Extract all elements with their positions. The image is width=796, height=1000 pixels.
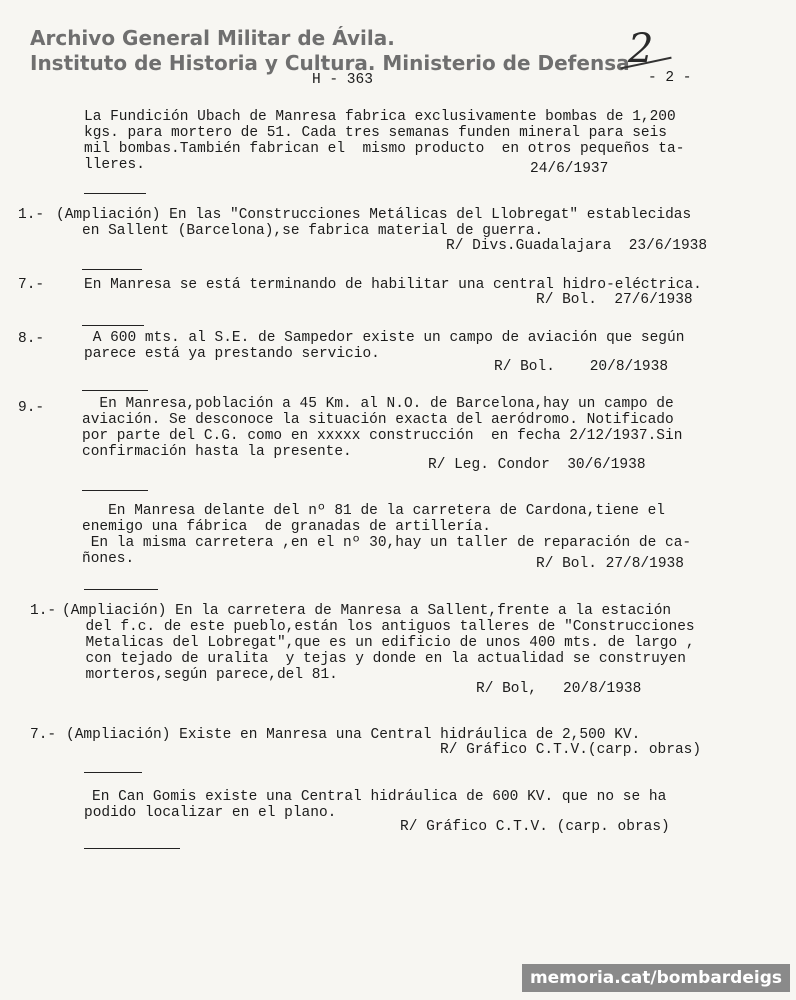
section-divider: [84, 193, 146, 194]
entry-line: aviación. Se desconoce la situación exacta del aeródromo. Notificado: [82, 412, 674, 428]
entry-line: En Manresa delante del nº 81 de la carretera de Cardona,tiene el: [82, 503, 665, 519]
entry-line: enemigo una fábrica de granadas de artillería.: [82, 519, 491, 535]
entry-source: R/ Bol. 20/8/1938: [494, 359, 669, 375]
entry-number: 9.-: [18, 400, 45, 416]
entry-line: con tejado de uralita y tejas y donde en la actualidad se construyen: [42, 651, 686, 667]
entry-source: R/ Gráfico C.T.V. (carp. obras): [400, 819, 670, 835]
section-divider: [82, 269, 142, 270]
entry-line: confirmación hasta la presente.: [82, 444, 352, 460]
entry-number: 1.-: [30, 603, 57, 619]
entry-line: En Can Gomis existe una Central hidráulica de 600 KV. que no se ha: [92, 789, 667, 805]
entry-line: parece está ya prestando servicio.: [84, 346, 380, 362]
entry-source: R/ Divs.Guadalajara 23/6/1938: [446, 238, 708, 254]
entry-source: 24/6/1937: [530, 161, 609, 177]
section-divider: [82, 390, 148, 391]
document-reference: H - 363: [312, 72, 373, 88]
entry-line: (Ampliación) En la carretera de Manresa a Sallent,frente a la estación: [62, 603, 672, 619]
handwritten-page-number: 2: [628, 26, 654, 72]
section-divider: [84, 772, 142, 773]
entry-line: En Manresa,población a 45 Km. al N.O. de Barcelona,hay un campo de: [82, 396, 674, 412]
entry-line: del f.c. de este pueblo,están los antiguos talleres de "Construcciones: [42, 619, 695, 635]
entry-line: En Manresa se está terminando de habilitar una central hidro-eléctrica.: [84, 277, 702, 293]
entry-number: 7.-: [18, 277, 45, 293]
entry-source: R/ Bol, 20/8/1938: [476, 681, 642, 697]
archive-watermark: [30, 26, 630, 76]
entry-line: podido localizar en el plano.: [84, 805, 337, 821]
entry-line: morteros,según parece,del 81.: [42, 667, 338, 683]
watermark-line-2: Instituto de Historia y Cultura. Ministerio de Defensa: [30, 51, 630, 75]
watermark-line-1: Archivo General Militar de Ávila.: [30, 26, 395, 50]
page-number: - 2 -: [648, 70, 692, 86]
entry-number: 1.-: [18, 207, 45, 223]
entry-line: La Fundición Ubach de Manresa fabrica exclusivamente bombas de 1,200: [84, 109, 676, 125]
section-divider: [84, 848, 180, 849]
entry-line: mil bombas.También fabrican el mismo producto en otros pequeños ta-: [84, 141, 685, 157]
entry-line: A 600 mts. al S.E. de Sampedor existe un campo de aviación que según: [84, 330, 685, 346]
entry-number: 7.-: [30, 727, 57, 743]
entry-number: 8.-: [18, 331, 45, 347]
entry-source: R/ Leg. Condor 30/6/1938: [428, 457, 646, 473]
section-divider: [82, 490, 148, 491]
entry-line: (Ampliación) En las "Construcciones Metálicas del Llobregat" establecidas: [56, 207, 692, 223]
entry-line: en Sallent (Barcelona),se fabrica material de guerra.: [82, 223, 544, 239]
entry-line: (Ampliación) Existe en Manresa una Central hidráulica de 2,500 KV.: [66, 727, 641, 743]
entry-line: por parte del C.G. como en xxxxx construcción en fecha 2/12/1937.Sin: [82, 428, 683, 444]
entry-line: Metalicas del Lobregat",que es un edificio de unos 400 mts. de largo ,: [42, 635, 695, 651]
entry-source: R/ Gráfico C.T.V.(carp. obras): [440, 742, 702, 758]
entry-line: kgs. para mortero de 51. Cada tres semanas funden mineral para seis: [84, 125, 667, 141]
source-watermark: memoria.cat/bombardeigs: [522, 964, 790, 992]
entry-line: En la misma carretera ,en el nº 30,hay un taller de reparación de ca-: [82, 535, 692, 551]
entry-line: lleres.: [84, 157, 145, 173]
section-divider: [82, 325, 144, 326]
entry-source: R/ Bol. 27/6/1938: [536, 292, 693, 308]
entry-source: R/ Bol. 27/8/1938: [536, 556, 684, 572]
entry-line: ñones.: [82, 551, 135, 567]
section-divider: [84, 589, 158, 590]
